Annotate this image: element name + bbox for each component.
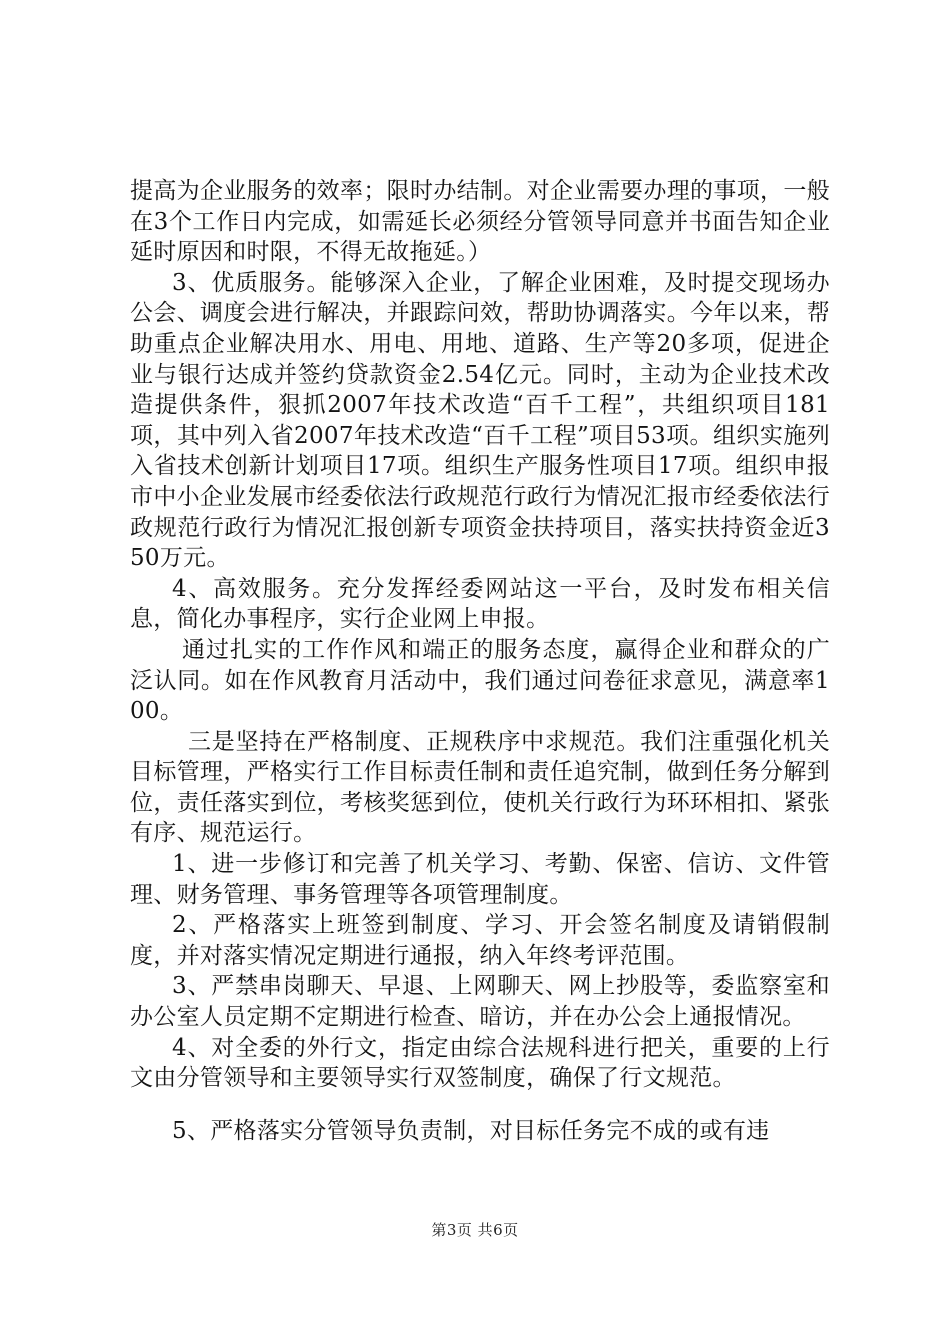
paragraph-item-2: 2、严格落实上班签到制度、学习、开会签名制度及请销假制度，并对落实情况定期进行通报，纳入年终考评范围。 [130,912,830,969]
paragraph-efficient-service: 4、高效服务。充分发挥经委网站这一平台，及时发布相关信息，简化办事程序，实行企业网上申报。 [130,575,830,633]
paragraph-item-4: 4、对全委的外行文，指定由综合法规科进行把关，重要的上行文由分管领导和主要领导实行双签制度，确保了行文规范。 [130,1034,830,1092]
page-number-footer: 第3页 共6页 [431,1221,519,1239]
paragraph-quality-service: 3、优质服务。能够深入企业，了解企业困难，及时提交现场办公会、调度会进行解决，并跟踪问效，帮助协调落实。今年以来，帮助重点企业解决用水、用电、用地、道路、生产等20多项，促进企业与银行达成并签约贷款资金2.54亿元。同时，主动为企业技术改造提供条件，狠抓2007年技术改造“百千工程”，共组织项目181项，其中列入省2007年技术改造“百千工程”项目53项。组织实施列入省技术创新计划项目17项。组织生产服务性项目17项。组织申报市中小企业发展市经委依法行政规范行政行为情况汇报市经委依法行政规范行政行为情况汇报创新专项资金扶持项目，落实扶持资金近350万元。 [130,269,830,572]
document-body [130,176,830,1146]
paragraph-efficiency-continued: 提高为企业服务的效率；限时办结制。对企业需要办理的事项，一般在3个工作日内完成，如需延长必须经分管领导同意并书面告知企业延时原因和时限，不得无故拖延。） [130,178,830,266]
paragraph-item-3: 3、严禁串岗聊天、早退、上网聊天、网上抄股等，委监察室和办公室人员定期不定期进行检查、暗访，并在办公会上通报情况。 [130,973,830,1031]
paragraph-recognition: 通过扎实的工作作风和端正的服务态度，赢得企业和群众的广泛认同。如在作风教育月活动中，我们通过问卷征求意见，满意率100。 [130,636,830,725]
paragraph-item-1: 1、进一步修订和完善了机关学习、考勤、保密、信访、文件管理、财务管理、事务管理等各项管理制度。 [130,851,830,908]
paragraph-item-5: 5、严格落实分管领导负责制，对目标任务完不成的或有违 [172,1117,770,1144]
paragraph-strict-system: 三是坚持在严格制度、正规秩序中求规范。我们注重强化机关目标管理，严格实行工作目标责任制和责任追究制，做到任务分解到位，责任落实到位，考核奖惩到位，使机关行政行为环环相扣、紧张有序、规范运行。 [130,728,830,847]
